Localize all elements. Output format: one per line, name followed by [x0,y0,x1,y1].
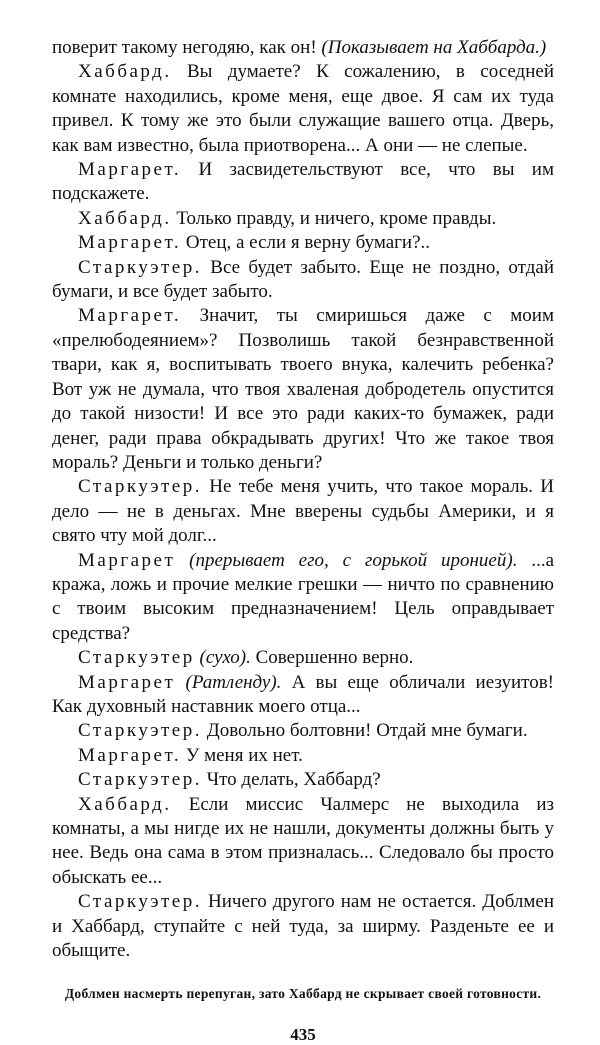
page-number: 435 [290,1025,316,1045]
stage-remark: (сухо). [194,647,251,669]
speaker-name: Старкуэтер. [78,769,202,791]
speaker-name: Старкуэтер. [78,720,202,742]
speaker-name: Хаббард. [78,61,172,83]
speaker-name: Маргарет. [78,159,182,181]
dialogue-text: У меня их нет. [181,744,303,766]
dialogue-paragraph [52,646,554,670]
speaker-name: Маргарет [78,549,176,571]
dialogue-text: Только правду, и ничего, кроме правды. [171,207,497,229]
dialogue-paragraph [52,256,554,305]
dialogue-paragraph [52,671,554,720]
dialogue-text: И засвидетельствуют все, что вы им подскажете. [52,159,554,205]
dialogue-text: Не тебе меня учить, что такое мораль. И дело — не в деньгах. Мне вверены судьбы Америки, и я свято чту мой долг... [52,476,554,547]
dialogue-paragraph [52,549,554,647]
dialogue-text: Довольно болтовни! Отдай мне бумаги. [202,720,528,742]
dialogue-paragraph [52,304,554,475]
dialogue-text: Совершенно верно. [250,647,414,669]
stage-remark: (прерывает его, с горькой иронией). [175,549,518,571]
dialogue-paragraph [52,768,554,792]
dialogue-text: Ничего другого нам не остается. Доблмен и Хаббард, ступайте с ней туда, за ширму. Разденьте ее и обыщите. [52,891,554,962]
dialogue-text: Вы думаете? К сожалению, в соседней комнате находились, кроме меня, еще двое. Я сам их туда привел. К тому же это были служащие вашего отца. Дверь, как вам известно, была приотворена... А они — не слепые. [52,61,554,156]
dialogue-paragraph [52,890,554,963]
stage-remark: (Ратленду). [175,671,282,693]
play-text [52,36,554,963]
dialogue-paragraph [52,36,554,60]
dialogue-text: поверит такому негодяю, как он! [52,37,322,58]
speaker-name: Маргарет. [78,744,182,766]
stage-remark: (Показывает на Хаббарда.) [321,37,547,58]
speaker-name: Маргарет [78,671,176,693]
speaker-name: Маргарет. [78,232,182,254]
dialogue-paragraph [52,744,554,768]
speaker-name: Старкуэтер. [78,476,202,498]
speaker-name: Маргарет. [78,305,182,327]
dialogue-text: А вы еще обличали иезуитов! Как духовный наставник моего отца... [52,671,554,717]
speaker-name: Хаббард. [78,793,172,815]
dialogue-text: ...а кража, ложь и прочие мелкие грешки — ничто по сравнению с твоим высоким предназначением! Цель оправдывает средства? [52,549,554,644]
dialogue-text: Значит, ты смиришься даже с моим «прелюбодеянием»? Позволишь такой безнравственной твари, как я, воспитывать твоего внука, калечить ребенка? Вот уж не думала, что твоя хваленая добродетель опустится до такой низости! И все это ради каких-то бумажек, ради денег, ради права обкрадывать других! Что же такое твоя мораль? Деньги и только деньги? [52,305,554,473]
speaker-name: Старкуэтер. [78,891,202,913]
speaker-name: Хаббард. [78,207,172,229]
dialogue-text: Все будет забыто. Еще не поздно, отдай бумаги, и все будет забыто. [52,256,554,303]
dialogue-text: Отец, а если я верну бумаги?.. [181,232,431,254]
speaker-name: Старкуэтер. [78,256,202,278]
speaker-name: Старкуэтер [78,647,195,669]
dialogue-text: Что делать, Хаббард? [202,769,381,791]
dialogue-paragraph [52,207,554,231]
dialogue-paragraph [52,793,554,891]
dialogue-text: Если миссис Чалмерс не выходила из комнаты, а мы нигде их не нашли, документы должны быть у нее. Ведь она сама в этом призналась... Следовало бы просто обыскать ее... [52,793,554,888]
dialogue-paragraph [52,719,554,743]
dialogue-paragraph [52,475,554,548]
dialogue-paragraph [52,60,554,158]
dialogue-paragraph [52,231,554,255]
dialogue-paragraph [52,158,554,207]
stage-direction: Доблмен насмерть перепуган, зато Хаббард не скрывает своей готовности. [64,986,542,1002]
